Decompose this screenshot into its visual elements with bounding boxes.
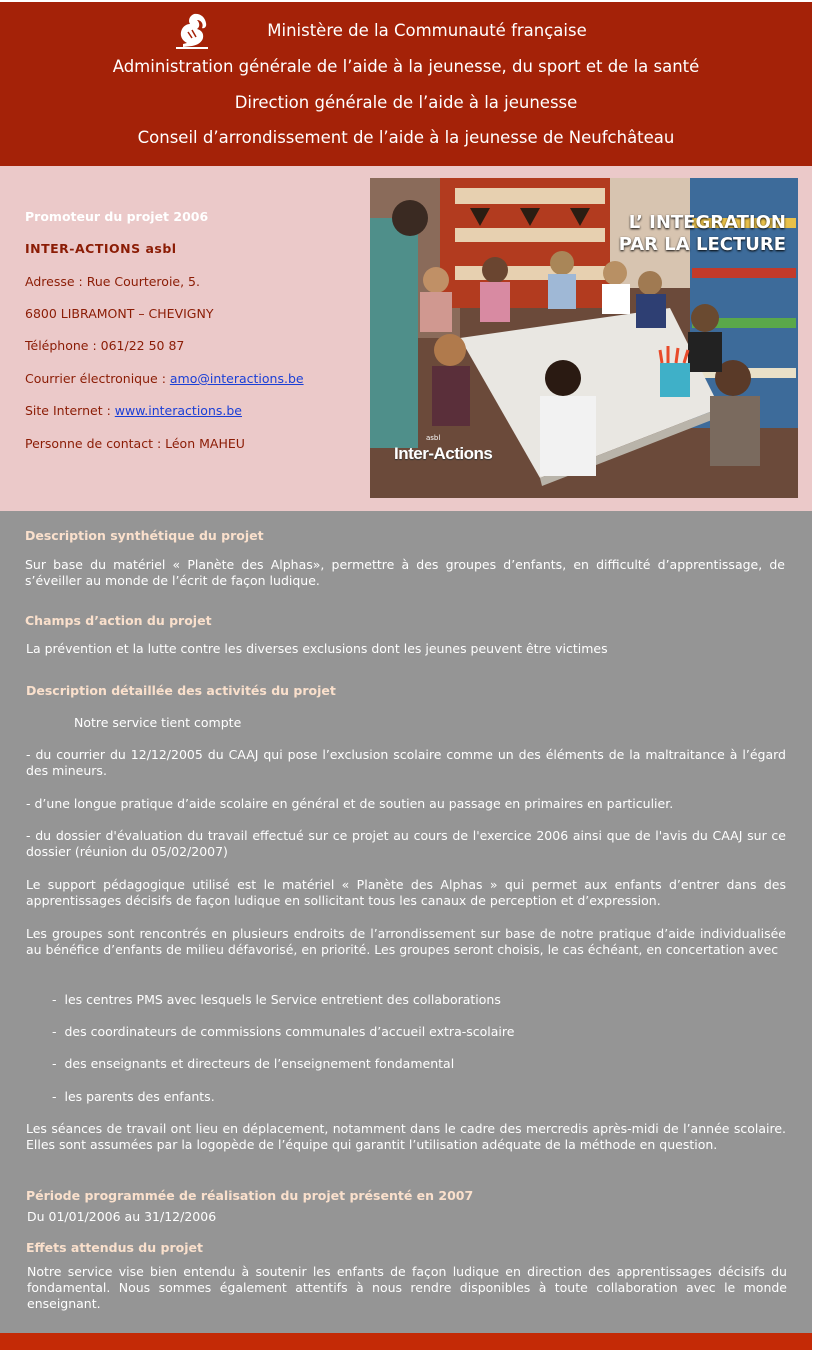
detail-intro: Notre service tient compte (74, 715, 242, 730)
site-link[interactable]: www.interactions.be (114, 403, 242, 418)
bullet-text-enseignants: des enseignants et directeurs de l’enseignement fondamental (64, 1056, 455, 1071)
detail-paragraph-5: Les groupes sont rencontrés en plusieurs endroits de l’arrondissement sur base de notre pratique d’aide individualisée au bénéfice d’enfants de milieu défavorisé, en priorité. Les groupes seront choisis, le cas échéant, en concertation avec (26, 926, 786, 957)
watermark-logo: Inter-Actions (394, 444, 493, 463)
header-ministry: Ministère de la Communauté française (267, 21, 587, 40)
promoter-email-row (25, 371, 304, 386)
promoter-contact: Personne de contact : Léon MAHEU (25, 436, 245, 451)
promoter-address: Adresse : Rue Courteroie, 5. (25, 274, 200, 289)
effets-text: Notre service vise bien entendu à soutenir les enfants de façon ludique en direction des apprentissages décisifs du fondamental. Nous sommes également attentifs à nous rendre disponibles à toute collaboration avec le monde enseignant. (27, 1264, 787, 1311)
promoter-city: 6800 LIBRAMONT – CHEVIGNY (25, 306, 214, 321)
bullet-marker: - (52, 1056, 57, 1071)
bullet-text-parents: les parents des enfants. (64, 1089, 215, 1104)
footer-bar (0, 1333, 812, 1350)
watermark-small: asbl (426, 434, 441, 442)
detail-paragraph-2: - d’une longue pratique d’aide scolaire en général et de soutien au passage en primaires en particulier. (26, 796, 674, 811)
bullet-item (52, 1056, 454, 1071)
synth-heading: Description synthétique du projet (25, 528, 264, 543)
bullet-item (52, 992, 501, 1007)
classroom-photo (370, 178, 798, 498)
bullet-text-coordinateurs: des coordinateurs de commissions communales d’accueil extra-scolaire (64, 1024, 515, 1039)
bullet-marker: - (52, 1089, 57, 1104)
bullet-text-pms: les centres PMS avec lesquels le Service entretient des collaborations (64, 992, 501, 1007)
detail-paragraph-6: Les séances de travail ont lieu en déplacement, notamment dans le cadre des mercredis après-midi de l’année scolaire. Elles sont assumées par la logopède de l’équipe qui garantit l’utilisation adéquate de la méthode en question. (26, 1121, 786, 1152)
photo-title-line2: PAR LA LECTURE (618, 234, 786, 255)
promoter-heading: Promoteur du projet 2006 (25, 209, 209, 224)
email-link[interactable]: amo@interactions.be (169, 371, 304, 386)
header-banner (0, 2, 812, 166)
description-section (0, 511, 812, 1333)
bullet-marker: - (52, 1024, 57, 1039)
photo-title (619, 212, 786, 256)
bullet-item (52, 1024, 514, 1039)
site-label: Site Internet : (25, 403, 115, 418)
detail-paragraph-1: - du courrier du 12/12/2005 du CAAJ qui pose l’exclusion scolaire comme un des éléments de la maltraitance à l’égard des mineurs. (26, 747, 786, 778)
photo-title-line1: L’ INTEGRATION (628, 212, 786, 233)
champs-text: La prévention et la lutte contre les diverses exclusions dont les jeunes peuvent être victimes (26, 641, 608, 656)
periode-text: Du 01/01/2006 au 31/12/2006 (27, 1209, 217, 1224)
promoter-phone: Téléphone : 061/22 50 87 (25, 338, 185, 353)
effets-heading: Effets attendus du projet (26, 1240, 203, 1255)
detail-heading: Description détaillée des activités du projet (26, 683, 336, 698)
periode-heading: Période programmée de réalisation du projet présenté en 2007 (26, 1188, 474, 1203)
header-administration: Administration générale de l’aide à la jeunesse, du sport et de la santé (112, 57, 700, 76)
promoter-site-row (25, 403, 242, 418)
header-conseil: Conseil d’arrondissement de l’aide à la jeunesse de Neufchâteau (137, 128, 675, 147)
header-direction: Direction générale de l’aide à la jeunesse (234, 93, 578, 112)
email-label: Courrier électronique : (25, 371, 170, 386)
detail-paragraph-3: - du dossier d'évaluation du travail effectué sur ce projet au cours de l'exercice 2006 ainsi que de l'avis du CAAJ sur ce dossier (réunion du 05/02/2007) (26, 828, 786, 859)
bullet-item (52, 1089, 215, 1104)
synth-text: Sur base du matériel « Planète des Alphas», permettre à des groupes d’enfants, en difficulté d’apprentissage, de s’éveiller au monde de l’écrit de façon ludique. (25, 557, 785, 588)
detail-paragraph-4: Le support pédagogique utilisé est le matériel « Planète des Alphas » qui permet aux enfants d’entrer dans des apprentissages décisifs de façon ludique en sollicitant tous les canaux de perception et d’expression. (26, 877, 786, 908)
promoter-org: INTER-ACTIONS asbl (25, 241, 177, 256)
bullet-marker: - (52, 992, 57, 1007)
champs-heading: Champs d’action du projet (25, 613, 212, 628)
